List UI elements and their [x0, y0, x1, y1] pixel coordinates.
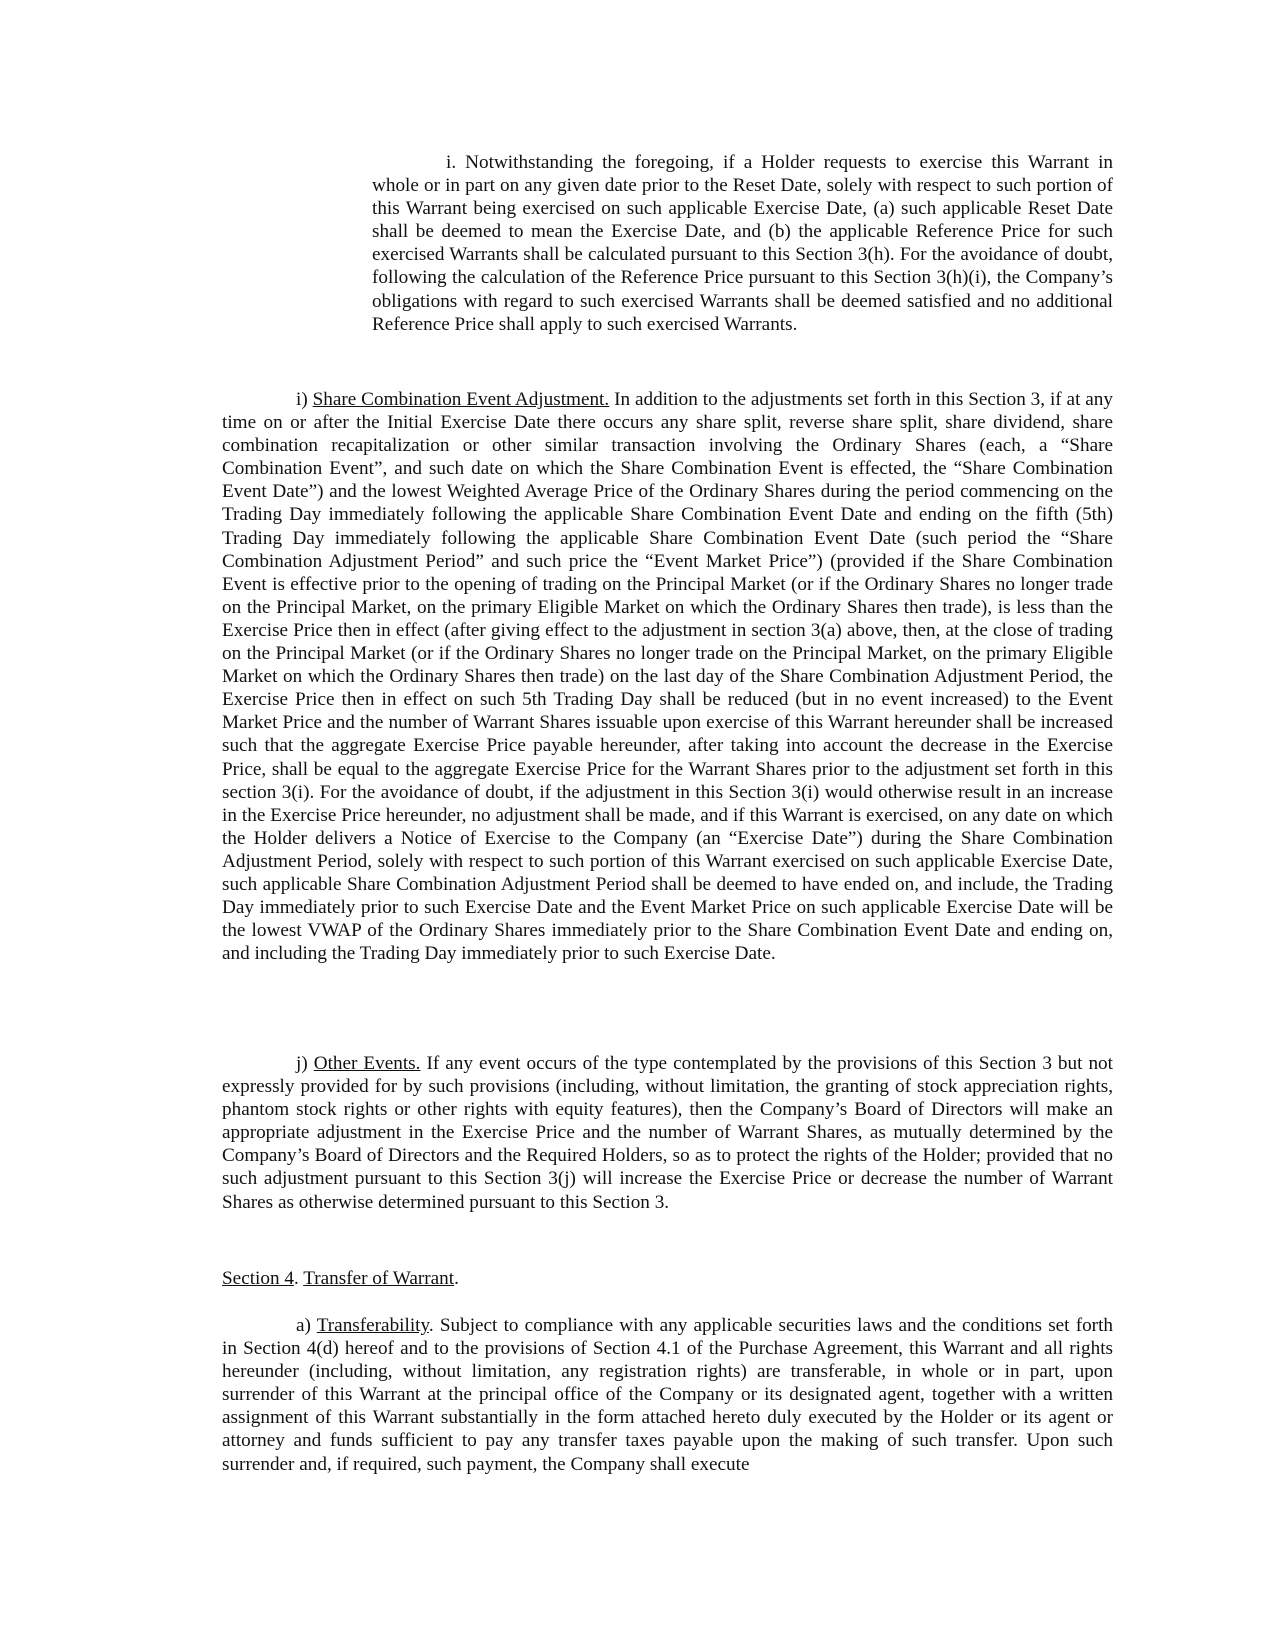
paragraph-3j-body: If any event occurs of the type contemplated by the provisions of this Section 3 but not expressly provided for by such provisions (including, without limitation, the granting of stock appreciation rights, phantom stock rights or other rights with equity features), then the Company’s Board of Directors will make an appropriate adjustment in the Exercise Price and the number of Warrant Shares, as mutually determined by the Company’s Board of Directors and the Required Holders, so as to protect the rights of the Holder; provided that no such adjustment pursuant to this Section 3(j) will increase the Exercise Price or decrease the number of Warrant Shares as otherwise determined pursuant to this Section 3. — [222, 1053, 1113, 1213]
paragraph-3i — [222, 388, 1113, 965]
paragraph-3j-heading: Other Events. — [313, 1053, 421, 1074]
paragraph-4a-heading: Transferability — [316, 1315, 429, 1336]
paragraph-3i-body: In addition to the adjustments set forth in this Section 3, if at any time on or after the Initial Exercise Date there occurs any share split, reverse share split, share dividend, share combination recapitalization or other similar transaction involving the Ordinary Shares (each, a “Share Combination Event”, and such date on which the Share Combination Event is effected, the “Share Combination Event Date”) and the lowest Weighted Average Price of the Ordinary Shares during the period commencing on the Trading Day immediately following the applicable Share Combination Event Date and ending on the fifth (5th) Trading Day immediately following the applicable Share Combination Event Date (such period the “Share Combination Adjustment Period” and such price the “Event Market Price”) (provided if the Share Combination Event is effective prior to the opening of trading on the Principal Market (or if the Ordinary Shares no longer trade on the Principal Market, on the primary Eligible Market on which the Ordinary Shares then trade), is less than the Exercise Price then in effect (after giving effect to the adjustment in section 3(a) above, then, at the close of trading on the Principal Market (or if the Ordinary Shares no longer trade on the Principal Market, on the primary Eligible Market on which the Ordinary Shares then trade) on the last day of the Share Combination Adjustment Period, the Exercise Price then in effect on such 5th Trading Day shall be reduced (but in no event increased) to the Event Market Price and the number of Warrant Shares issuable upon exercise of this Warrant hereunder shall be increased such that the aggregate Exercise Price payable hereunder, after taking into account the decrease in the Exercise Price, shall be equal to the aggregate Exercise Price for the Warrant Shares prior to the adjustment set forth in this section 3(i). For the avoidance of doubt, if the adjustment in this Section 3(i) would otherwise result in an increase in the Exercise Price hereunder, no adjustment shall be made, and if this Warrant is exercised, on any date on which the Holder delivers a Notice of Exercise to the Company (an “Exercise Date”) during the Share Combination Adjustment Period, solely with respect to such portion of this Warrant exercised on such applicable Exercise Date, such applicable Share Combination Adjustment Period shall be deemed to have ended on, and include, the Trading Day immediately prior to such Exercise Date and the Event Market Price on such applicable Exercise Date will be the lowest VWAP of the Ordinary Shares immediately prior to the Share Combination Event Date and ending on, and including the Trading Day immediately prior to such Exercise Date. — [222, 389, 1113, 965]
paragraph-4a-label: a) — [296, 1315, 317, 1336]
section-4-title: Transfer of Warrant — [303, 1268, 455, 1289]
paragraph-3j — [222, 1052, 1113, 1214]
section-4-separator: . — [293, 1268, 304, 1289]
paragraph-3i-label: i) — [296, 389, 313, 410]
paragraph-4a — [222, 1314, 1113, 1476]
paragraph-3j-label: j) — [296, 1053, 314, 1074]
paragraph-3i-heading: Share Combination Event Adjustment. — [312, 389, 610, 410]
paragraph-3h-i — [372, 151, 1113, 336]
section-4-heading — [222, 1267, 459, 1290]
section-4-end: . — [454, 1268, 459, 1289]
paragraph-3h-i-text: i. Notwithstanding the foregoing, if a Holder requests to exercise this Warrant in whole or in part on any given date prior to the Reset Date, solely with respect to such portion of this Warrant being exercised on such applicable Exercise Date, (a) such applicable Reset Date shall be deemed to mean the Exercise Date, and (b) the applicable Reference Price for such exercised Warrants shall be calculated pursuant to this Section 3(h). For the avoidance of doubt, following the calculation of the Reference Price pursuant to this Section 3(h)(i), the Company’s obligations with regard to such exercised Warrants shall be deemed satisfied and no additional Reference Price shall apply to such exercised Warrants. — [372, 152, 1113, 335]
paragraph-4a-body: . Subject to compliance with any applicable securities laws and the conditions set forth in Section 4(d) hereof and to the provisions of Section 4.1 of the Purchase Agreement, this Warrant and all rights hereunder (including, without limitation, any registration rights) are transferable, in whole or in part, upon surrender of this Warrant at the principal office of the Company or its designated agent, together with a written assignment of this Warrant substantially in the form attached hereto duly executed by the Holder or its agent or attorney and funds sufficient to pay any transfer taxes payable upon the making of such transfer. Upon such surrender and, if required, such payment, the Company shall execute — [222, 1315, 1113, 1475]
section-4-number: Section 4 — [222, 1268, 294, 1289]
